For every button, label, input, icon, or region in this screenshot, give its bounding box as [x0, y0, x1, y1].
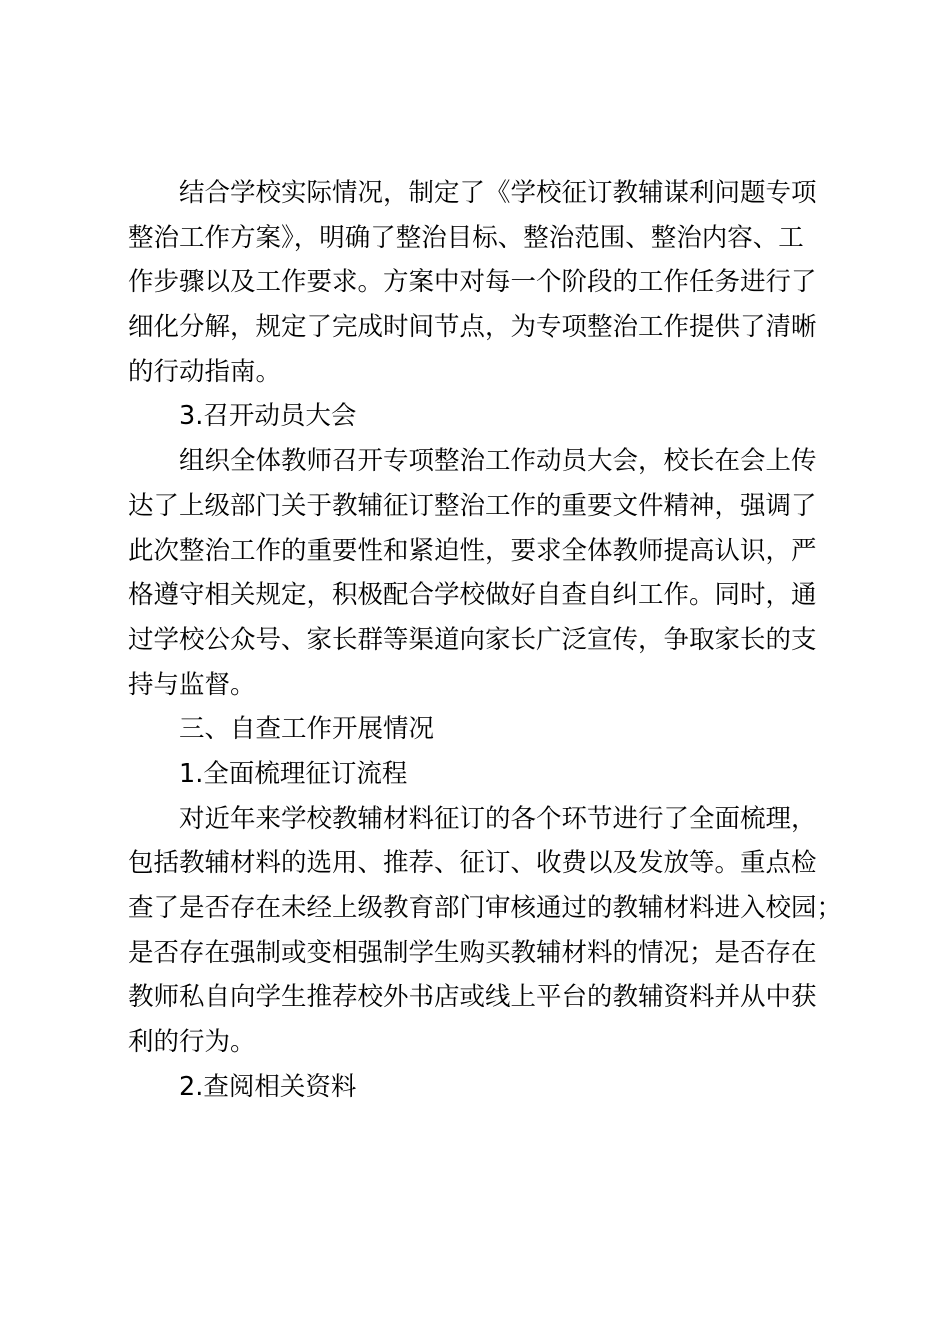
section-heading: 1.全面梳理征订流程 [179, 758, 408, 789]
text-line: 持与监督。 [128, 669, 256, 700]
text-line: 利的行为。 [128, 1027, 256, 1058]
text-line: 格遵守相关规定，积极配合学校做好自查自纠工作。同时，通 [128, 580, 817, 611]
text-line: 包括教辅材料的选用、推荐、征订、收费以及发放等。重点检 [128, 848, 817, 879]
document-body [128, 171, 843, 1109]
text-line: 整治工作方案》，明确了整治目标、整治范围、整治内容、工 [128, 222, 804, 253]
chapter-heading: 三、自查工作开展情况 [179, 714, 435, 745]
section-heading: 2.查阅相关资料 [179, 1071, 357, 1102]
text-line: 教师私自向学生推荐校外书店或线上平台的教辅资料并从中获 [128, 982, 817, 1013]
text-line: 此次整治工作的重要性和紧迫性，要求全体教师提高认识，严 [128, 535, 817, 566]
text-line: 查了是否存在未经上级教育部门审核通过的教辅材料进入校园； [128, 893, 843, 923]
text-line: 细化分解，规定了完成时间节点，为专项整治工作提供了清晰 [128, 312, 817, 343]
text-line: 过学校公众号、家长群等渠道向家长广泛宣传，争取家长的支 [128, 624, 817, 655]
text-line: 组织全体教师召开专项整治工作动员大会，校长在会上传 [179, 446, 817, 477]
section-heading: 3.召开动员大会 [179, 401, 357, 432]
text-line: 是否存在强制或变相强制学生购买教辅材料的情况；是否存在 [128, 937, 817, 968]
text-line: 对近年来学校教辅材料征订的各个环节进行了全面梳理， [179, 803, 817, 834]
text-line: 的行动指南。 [128, 356, 282, 387]
text-line: 作步骤以及工作要求。方案中对每一个阶段的工作任务进行了 [128, 267, 817, 298]
text-line: 结合学校实际情况，制定了《学校征订教辅谋利问题专项 [179, 178, 817, 208]
text-line: 达了上级部门关于教辅征订整治工作的重要文件精神，强调了 [128, 490, 817, 521]
